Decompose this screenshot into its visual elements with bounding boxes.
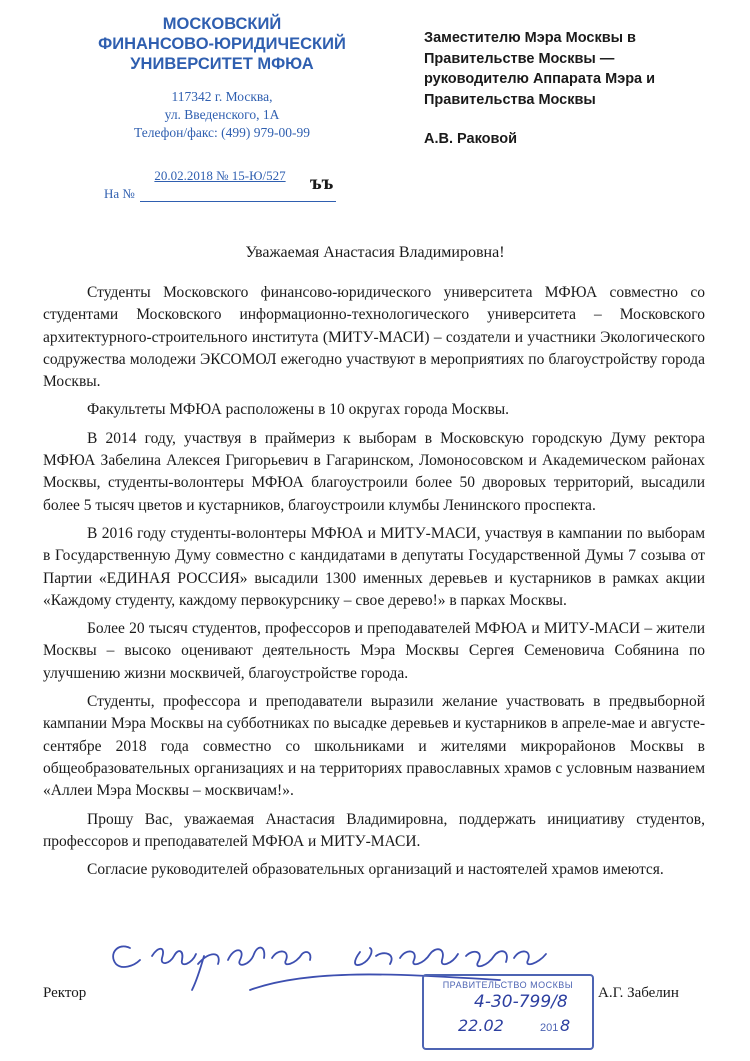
addressee-name: А.В. Раковой — [424, 131, 517, 147]
stamp-year: 201 — [540, 1022, 559, 1034]
body-paragraph: Согласие руководителей образовательных организаций и настоятелей храмов имеются. — [87, 861, 664, 879]
signatory-title: Ректор — [43, 985, 87, 1001]
outgoing-reference: 20.02.2018 № 15-Ю/527 — [154, 168, 286, 183]
address-line: 117342 г. Москва, — [171, 89, 273, 104]
body-paragraph: Студенты, профессора и преподаватели выразили желание участвовать в предвыборной кампании Мэра Москвы на субботниках по высадке деревьев и кустарников в апреле-мае и августе-сентябре 2018 года совместно со школьниками и жителями микрорайонов Москвы в общеобразовательных организациях и на территориях православных храмов с условным названием «Аллеи Мэра Москвы – москвичам!». — [43, 693, 705, 800]
stamp-year-digit: 8 — [560, 1016, 571, 1035]
address-line: ул. Введенского, 1А — [164, 107, 280, 122]
addressee-block — [424, 28, 724, 110]
registration-stamp — [422, 974, 594, 1050]
addressee-line: Правительстве Москвы — — [424, 50, 615, 67]
stamp-date: 22.02 — [458, 1016, 504, 1035]
addressee-line: руководителю Аппарата Мэра и — [424, 71, 656, 87]
body-paragraph: Более 20 тысяч студентов, профессоров и преподавателей МФЮА и МИТУ-МАСИ – жители Москвы – высоко оценивают деятельность Мэра Москвы Сергея Семеновича Собянина по улучшению жизни москвичей, благоустройстве города. — [43, 620, 705, 682]
signatory-name: А.Г. Забелин — [598, 985, 679, 1001]
salutation: Уважаемая Анастасия Владимировна! — [245, 244, 505, 261]
address-line: Телефон/факс: (499) 979-00-99 — [133, 125, 311, 140]
reply-to-blank-line — [140, 201, 336, 202]
organization-address — [72, 88, 372, 142]
addressee-line: Заместителю Мэра Москвы в — [424, 30, 636, 46]
body-paragraph: В 2014 году, участвуя в праймериз к выборам в Московскую городскую Думу ректора МФЮА Забелина Алексея Григорьевич в Гагаринском, Ломоносовском и Академическом районах Москвы, студенты-волонтеры МФЮА благоустроили более 50 дворовых территорий, высадили более 5 тысяч цветов и кустарников, благоустроили клумбы Ленинского проспекта. — [43, 429, 705, 514]
body-paragraph: В 2016 году студенты-волонтеры МФЮА и МИТУ-МАСИ, участвуя в кампании по выборам в Государственную Думу совместно с кандидатами в депутаты Государственной Думы 7 созыва от Партии «ЕДИНАЯ РОССИЯ» высадили 1300 именных деревьев и кустарников в рамках акции «Каждому студенту, каждому первокурснику – свое дерево!» в парках Москвы. — [43, 524, 705, 609]
stamp-title: ПРАВИТЕЛЬСТВО МОСКВЫ — [442, 980, 574, 990]
org-name-line: МОСКОВСКИЙ — [162, 15, 282, 33]
stamp-number: 4-30-799/8 — [474, 992, 568, 1012]
body-paragraph: Студенты Московского финансово-юридического университета МФЮА совместно со студентами Московского информационно-технологического университета – Московского архитектурного-строительного института (МИТУ-МАСИ) – создатели и участники Экологического содружества молодежи ЭКСОМОЛ ежегодно участвуют в мероприятиях по благоустройству города Москвы. — [43, 284, 705, 391]
organization-name — [72, 14, 372, 74]
body-paragraph: Факультеты МФЮА расположены в 10 округах города Москвы. — [87, 401, 510, 419]
reply-to-label: На № — [104, 186, 135, 201]
letter-body — [43, 282, 705, 887]
registration-mark: ъъ — [310, 172, 334, 194]
org-name-line: ФИНАНСОВО-ЮРИДИЧЕСКИЙ — [98, 35, 346, 53]
body-paragraph: Прошу Вас, уважаемая Анастасия Владимировна, поддержать инициативу студентов, профессоров и преподавателей МФЮА и МИТУ-МАСИ. — [43, 810, 705, 850]
addressee-line: Правительства Москвы — [424, 91, 596, 108]
org-name-line: УНИВЕРСИТЕТ МФЮА — [130, 55, 314, 73]
